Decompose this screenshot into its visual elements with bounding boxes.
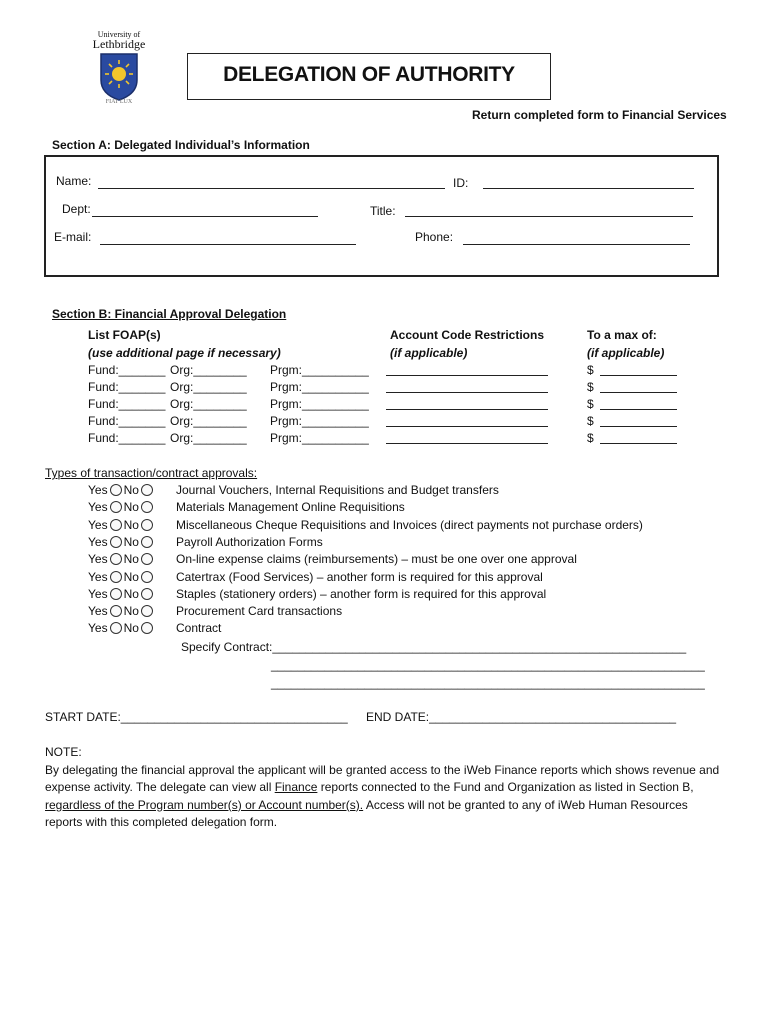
no-label: No	[123, 500, 139, 515]
crest-icon	[99, 52, 139, 102]
note-text	[45, 762, 725, 832]
yes-no-group	[88, 570, 176, 584]
transaction-row	[88, 587, 546, 601]
yes-label: Yes	[88, 621, 108, 636]
yes-radio[interactable]	[110, 588, 122, 600]
transaction-label: Journal Vouchers, Internal Requisitions and Budget transfers	[176, 483, 499, 497]
max-amount-field[interactable]	[600, 443, 677, 444]
email-field[interactable]	[100, 244, 356, 245]
note-label: NOTE:	[45, 745, 82, 759]
yes-label: Yes	[88, 552, 108, 567]
section-b-heading: Section B: Financial Approval Delegation	[52, 307, 287, 321]
yes-no-group	[88, 621, 176, 635]
prgm-field[interactable]: Prgm:__________	[270, 414, 369, 428]
prgm-field[interactable]: Prgm:__________	[270, 380, 369, 394]
note-regardless: regardless of the Program number(s) or Account number(s).	[45, 797, 364, 812]
contract-extra-line-2[interactable]: _________________________________________________________________	[271, 676, 705, 690]
return-note: Return completed form to Financial Services	[472, 108, 727, 122]
phone-field[interactable]	[463, 244, 690, 245]
dollar-sign: $	[587, 380, 594, 394]
no-label: No	[123, 621, 139, 636]
title-field[interactable]	[405, 216, 693, 217]
max-amount-field[interactable]	[600, 375, 677, 376]
note-finance: Finance	[274, 780, 318, 794]
account-code-subheader: (if applicable)	[390, 346, 468, 360]
no-radio[interactable]	[141, 622, 153, 634]
fund-field[interactable]: Fund:_______	[88, 363, 166, 377]
account-code-header: Account Code Restrictions	[390, 328, 545, 342]
org-field[interactable]: Org:________	[170, 397, 247, 411]
name-field[interactable]	[98, 188, 445, 189]
yes-radio[interactable]	[110, 553, 122, 565]
yes-label: Yes	[88, 569, 108, 584]
no-label: No	[123, 552, 139, 567]
transaction-row	[88, 518, 643, 532]
transaction-row	[88, 483, 499, 497]
no-radio[interactable]	[141, 536, 153, 548]
dept-label: Dept:	[62, 202, 91, 216]
foap-header: List FOAP(s)	[88, 328, 161, 342]
no-label: No	[123, 569, 139, 584]
transaction-row	[88, 552, 577, 566]
max-amount-field[interactable]	[600, 426, 677, 427]
no-label: No	[123, 483, 139, 497]
end-date[interactable]: END DATE:_____________________________________	[366, 710, 677, 724]
dollar-sign: $	[587, 397, 594, 411]
account-code-field[interactable]	[386, 426, 548, 427]
email-label: E-mail:	[54, 230, 92, 244]
contract-extra-line-1[interactable]: _________________________________________________________________	[271, 658, 705, 672]
no-radio[interactable]	[141, 484, 153, 496]
dollar-sign: $	[587, 414, 594, 428]
no-label: No	[123, 517, 139, 532]
yes-radio[interactable]	[110, 519, 122, 531]
yes-label: Yes	[88, 534, 108, 549]
org-field[interactable]: Org:________	[170, 414, 247, 428]
logo-line2: Lethbridge	[92, 37, 146, 51]
id-field[interactable]	[483, 188, 694, 189]
transaction-label: Materials Management Online Requisitions	[176, 500, 405, 515]
transaction-row	[88, 500, 405, 514]
transaction-row	[88, 535, 323, 549]
no-label: No	[123, 586, 139, 601]
yes-radio[interactable]	[110, 605, 122, 617]
org-field[interactable]: Org:________	[170, 380, 247, 394]
phone-label: Phone:	[415, 230, 454, 244]
fund-field[interactable]: Fund:_______	[88, 380, 166, 394]
account-code-field[interactable]	[386, 375, 548, 376]
yes-label: Yes	[88, 500, 108, 515]
transaction-row	[88, 621, 221, 635]
max-amount-field[interactable]	[600, 392, 677, 393]
org-field[interactable]: Org:________	[170, 431, 247, 445]
name-label: Name:	[56, 174, 92, 188]
yes-no-group	[88, 552, 176, 566]
max-subheader: (if applicable)	[587, 346, 665, 360]
transaction-label: Staples (stationery orders) – another form is required for this approval	[176, 586, 547, 601]
no-radio[interactable]	[141, 519, 153, 531]
form-title: DELEGATION OF AUTHORITY	[187, 53, 551, 100]
university-logo	[86, 30, 152, 106]
no-radio[interactable]	[141, 588, 153, 600]
yes-label: Yes	[88, 586, 108, 601]
max-header: To a max of:	[587, 328, 657, 342]
foap-subheader: (use additional page if necessary)	[88, 346, 281, 360]
note-text-part3: Access will not be granted to any of iWeb Human Resources reports with this completed delegation form.	[45, 797, 688, 829]
fund-field[interactable]: Fund:_______	[88, 397, 166, 411]
transaction-row	[88, 570, 543, 584]
transaction-label: Miscellaneous Cheque Requisitions and Invoices (direct payments not purchase orders)	[176, 517, 643, 532]
note-text-part2: reports connected to the Fund and Organization as listed in Section B,	[317, 780, 694, 794]
yes-radio[interactable]	[110, 622, 122, 634]
transaction-label: On-line expense claims (reimbursements) – must be one over one approval	[176, 552, 577, 567]
title-label: Title:	[370, 204, 396, 218]
transaction-label: Procurement Card transactions	[176, 604, 343, 619]
transaction-label: Catertrax (Food Services) – another form is required for this approval	[176, 569, 543, 584]
no-radio[interactable]	[141, 501, 153, 513]
yes-label: Yes	[88, 517, 108, 532]
fund-field[interactable]: Fund:_______	[88, 431, 166, 445]
start-date[interactable]: START DATE:__________________________________	[45, 710, 348, 724]
yes-no-group	[88, 483, 176, 497]
specify-contract[interactable]: Specify Contract:______________________________________________________________	[181, 640, 687, 654]
logo-line1: University of	[97, 30, 141, 39]
yes-radio[interactable]	[110, 501, 122, 513]
fund-field[interactable]: Fund:_______	[88, 414, 166, 428]
no-radio[interactable]	[141, 571, 153, 583]
no-radio[interactable]	[141, 553, 153, 565]
yes-label: Yes	[88, 604, 108, 619]
yes-radio[interactable]	[110, 571, 122, 583]
yes-no-group	[88, 604, 176, 618]
transactions-heading: Types of transaction/contract approvals:	[45, 466, 258, 480]
max-amount-field[interactable]	[600, 409, 677, 410]
yes-no-group	[88, 500, 176, 514]
yes-no-group	[88, 518, 176, 532]
dept-field[interactable]	[92, 216, 318, 217]
note-text-part1: By delegating the financial approval the applicant will be granted access to the iWeb Finance reports which shows revenue and expense activity. The delegate can view all	[45, 762, 720, 794]
prgm-field[interactable]: Prgm:__________	[270, 397, 369, 411]
org-field[interactable]: Org:________	[170, 363, 247, 377]
yes-radio[interactable]	[110, 536, 122, 548]
yes-radio[interactable]	[110, 484, 122, 496]
logo-motto: FIAT LUX	[105, 99, 133, 105]
yes-label: Yes	[88, 483, 108, 497]
no-radio[interactable]	[141, 605, 153, 617]
transaction-label: Payroll Authorization Forms	[176, 534, 323, 549]
transaction-row	[88, 604, 342, 618]
id-label: ID:	[453, 176, 469, 190]
account-code-field[interactable]	[386, 443, 548, 444]
no-label: No	[123, 604, 139, 619]
yes-no-group	[88, 587, 176, 601]
account-code-field[interactable]	[386, 409, 548, 410]
prgm-field[interactable]: Prgm:__________	[270, 363, 369, 377]
no-label: No	[123, 534, 139, 549]
section-a-heading: Section A: Delegated Individual’s Information	[52, 138, 310, 152]
account-code-field[interactable]	[386, 392, 548, 393]
transaction-label: Contract	[176, 621, 222, 636]
dollar-sign: $	[587, 363, 594, 377]
prgm-field[interactable]: Prgm:__________	[270, 431, 369, 445]
note-block	[45, 744, 725, 832]
dollar-sign: $	[587, 431, 594, 445]
yes-no-group	[88, 535, 176, 549]
